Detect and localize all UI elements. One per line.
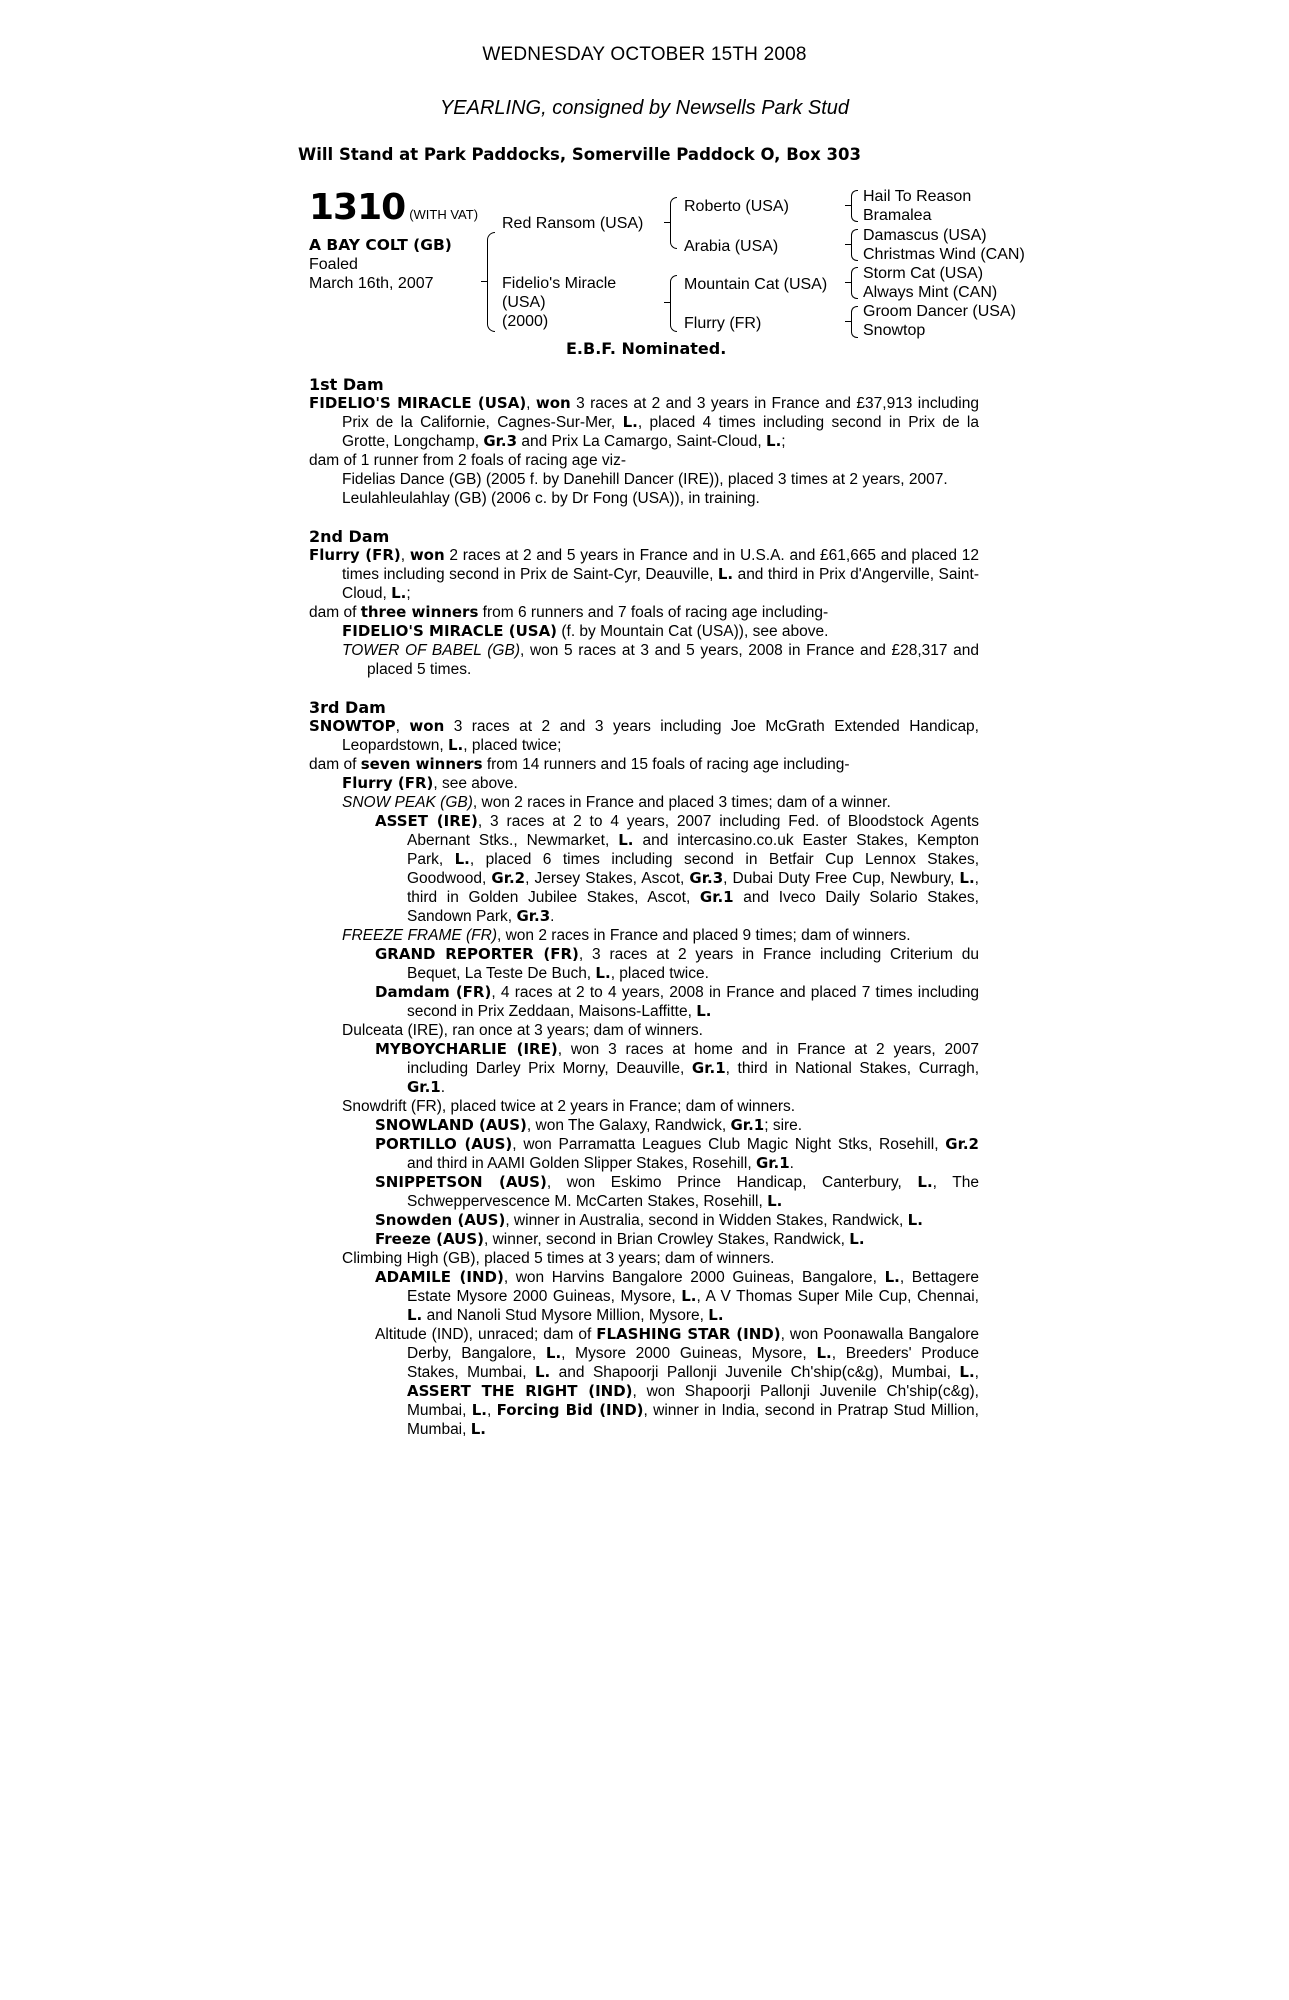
progeny-snowland: SNOWLAND (AUS), won The Galaxy, Randwick, Gr.1; sire.	[375, 1116, 803, 1134]
progeny-flurry: Flurry (FR), see above.	[342, 774, 518, 792]
sire-sire: Roberto (USA)	[684, 198, 789, 215]
dam-dam: Flurry (FR)	[684, 315, 762, 332]
gen3-1: Hail To Reason	[863, 188, 972, 205]
second-dam-record: Flurry (FR), won 2 races at 2 and 5 years in France and in U.S.A. and £61,665 and placed 12 times including second in Prix de Saint-Cyr, Deauville, L. and third in Prix d'Angerville, Saint-Cloud, L.;	[309, 546, 979, 602]
brace-g3-3	[851, 267, 858, 299]
brace-g3-1-tip	[845, 205, 852, 206]
first-dam-progeny-1: Fidelias Dance (GB) (2005 f. by Danehill Dancer (IRE)), placed 3 times at 2 years, 2007.	[342, 471, 948, 488]
dam-name: Fidelio's Miracle	[502, 275, 617, 292]
vat-note: (WITH VAT)	[409, 207, 479, 222]
third-dam-produce-summary: dam of seven winners from 14 runners and 15 foals of racing age including-	[309, 755, 850, 773]
sire: Red Ransom (USA)	[502, 215, 644, 232]
gen3-6: Always Mint (CAN)	[863, 284, 998, 301]
sale-date: WEDNESDAY OCTOBER 15TH 2008	[482, 44, 807, 65]
dam-year: (2000)	[502, 313, 549, 330]
gen3-2: Bramalea	[863, 207, 932, 224]
gen3-3: Damascus (USA)	[863, 227, 987, 244]
second-dam-title: 2nd Dam	[309, 527, 390, 546]
first-dam-title: 1st Dam	[309, 375, 384, 394]
brace-g3-1	[851, 190, 858, 222]
second-dam-progeny-2: TOWER OF BABEL (GB), won 5 races at 3 and 5 years, 2008 in France and £28,317 and placed 5 times.	[342, 642, 980, 678]
stabling-location: Will Stand at Park Paddocks, Somerville Paddock O, Box 303	[298, 145, 861, 164]
progeny-myboycharlie: MYBOYCHARLIE (IRE), won 3 races at home and in France at 2 years, 2007 including Darley Prix Morny, Deauville, Gr.1, third in National Stakes, Curragh, Gr.1.	[375, 1040, 980, 1096]
lot-number-block	[309, 187, 478, 228]
dam	[502, 274, 616, 331]
second-dam-progeny-1: FIDELIO'S MIRACLE (USA) (f. by Mountain Cat (USA)), see above.	[342, 622, 829, 640]
progeny-snippetson: SNIPPETSON (AUS), won Eskimo Prince Handicap, Canterbury, L., The Schweppervescence M. McCarten Stakes, Rosehill, L.	[375, 1173, 979, 1210]
brace-g3-2-tip	[845, 244, 852, 245]
brace-dam-tip	[664, 302, 671, 303]
progeny-dulceata: Dulceata (IRE), ran once at 3 years; dam of winners.	[342, 1022, 703, 1039]
gen3-4: Christmas Wind (CAN)	[863, 246, 1025, 263]
produce-record	[309, 375, 979, 1439]
progeny-climbing-high: Climbing High (GB), placed 5 times at 3 years; dam of winners.	[342, 1250, 775, 1267]
progeny-adamile: ADAMILE (IND), won Harvins Bangalore 2000 Guineas, Bangalore, L., Bettagere Estate Mysore 2000 Guineas, Mysore, L., A V Thomas Super Mile Cup, Chennai, L. and Nanoli Stud Mysore Million, Mysore, L.	[375, 1268, 979, 1324]
brace-sire	[670, 197, 677, 249]
second-dam-produce-summary: dam of three winners from 6 runners and 7 foals of racing age including-	[309, 603, 829, 621]
first-dam-produce-summary: dam of 1 runner from 2 foals of racing age viz-	[309, 452, 627, 469]
lot-number: 1310	[309, 187, 406, 228]
dam-sire: Mountain Cat (USA)	[684, 276, 828, 293]
progeny-snow-peak: SNOW PEAK (GB), won 2 races in France and placed 3 times; dam of a winner.	[342, 794, 891, 811]
first-dam-progeny-2: Leulahleulahlay (GB) (2006 c. by Dr Fong (USA)), in training.	[342, 490, 760, 507]
brace-g3-3-tip	[845, 282, 852, 283]
gen3-7: Groom Dancer (USA)	[863, 303, 1016, 320]
brace-g3-2	[851, 229, 858, 261]
dam-country: (USA)	[502, 294, 546, 311]
third-dam-record: SNOWTOP, won 3 races at 2 and 3 years including Joe McGrath Extended Handicap, Leopardstown, L., placed twice;	[309, 717, 979, 754]
progeny-damdam: Damdam (FR), 4 races at 2 to 4 years, 2008 in France and placed 7 times including second in Prix Zeddaan, Maisons-Laffitte, L.	[375, 983, 979, 1020]
progeny-portillo: PORTILLO (AUS), won Parramatta Leagues Club Magic Night Stks, Rosehill, Gr.2 and third in AAMI Golden Slipper Stakes, Rosehill, Gr.1.	[375, 1135, 979, 1172]
first-dam-record: FIDELIO'S MIRACLE (USA), won 3 races at 2 and 3 years in France and £37,913 including Prix de la Californie, Cagnes-Sur-Mer, L., placed 4 times including second in Prix de la Grotte, Longchamp, Gr.3 and Prix La Camargo, Saint-Cloud, L.;	[309, 394, 979, 450]
horse-details	[309, 236, 452, 293]
foaled-label: Foaled	[309, 256, 358, 273]
brace-gen1-tip	[481, 281, 488, 282]
progeny-altitude: Altitude (IND), unraced; dam of FLASHING STAR (IND), won Poonawalla Bangalore Derby, Bangalore, L., Mysore 2000 Guineas, Mysore, L., Breeders' Produce Stakes, Mumbai, L. and Shapoorji Pallonji Juvenile Ch'ship(c&g), Mumbai, L., ASSERT THE RIGHT (IND), won Shapoorji Pallonji Juvenile Ch'ship(c&g), Mumbai, L., Forcing Bid (IND), winner in India, second in Pratrap Stud Million, Mumbai, L.	[375, 1325, 979, 1438]
progeny-freeze-aus: Freeze (AUS), winner, second in Brian Crowley Stakes, Randwick, L.	[375, 1230, 865, 1248]
ebf-nomination: E.B.F. Nominated.	[566, 339, 727, 358]
progeny-grand-reporter: GRAND REPORTER (FR), 3 races at 2 years in France including Criterium du Bequet, La Teste De Buch, L., placed twice.	[375, 945, 979, 982]
brace-gen1	[487, 232, 495, 332]
progeny-snowden: Snowden (AUS), winner in Australia, second in Widden Stakes, Randwick, L.	[375, 1211, 923, 1229]
third-dam-title: 3rd Dam	[309, 698, 386, 717]
foaled-date: March 16th, 2007	[309, 275, 434, 292]
brace-g3-4-tip	[845, 321, 852, 322]
progeny-freeze-frame: FREEZE FRAME (FR), won 2 races in France and placed 9 times; dam of winners.	[342, 927, 911, 944]
brace-sire-tip	[664, 222, 671, 223]
horse-name: A BAY COLT (GB)	[309, 236, 452, 254]
brace-g3-4	[851, 306, 858, 338]
progeny-asset: ASSET (IRE), 3 races at 2 to 4 years, 2007 including Fed. of Bloodstock Agents Abernant Stks., Newmarket, L. and intercasino.co.uk Easter Stakes, Kempton Park, L., placed 6 times including second in Betfair Cup Lennox Stakes, Goodwood, Gr.2, Jersey Stakes, Ascot, Gr.3, Dubai Duty Free Cup, Newbury, L., third in Golden Jubilee Stakes, Ascot, Gr.1 and Iveco Daily Solario Stakes, Sandown Park, Gr.3.	[375, 812, 979, 925]
gen3-8: Snowtop	[863, 322, 926, 339]
consignment-line: YEARLING, consigned by Newsells Park Stud	[439, 97, 850, 119]
gen3-5: Storm Cat (USA)	[863, 265, 984, 282]
brace-dam	[670, 275, 677, 332]
sire-dam: Arabia (USA)	[684, 238, 779, 255]
progeny-snowdrift: Snowdrift (FR), placed twice at 2 years in France; dam of winners.	[342, 1098, 796, 1115]
